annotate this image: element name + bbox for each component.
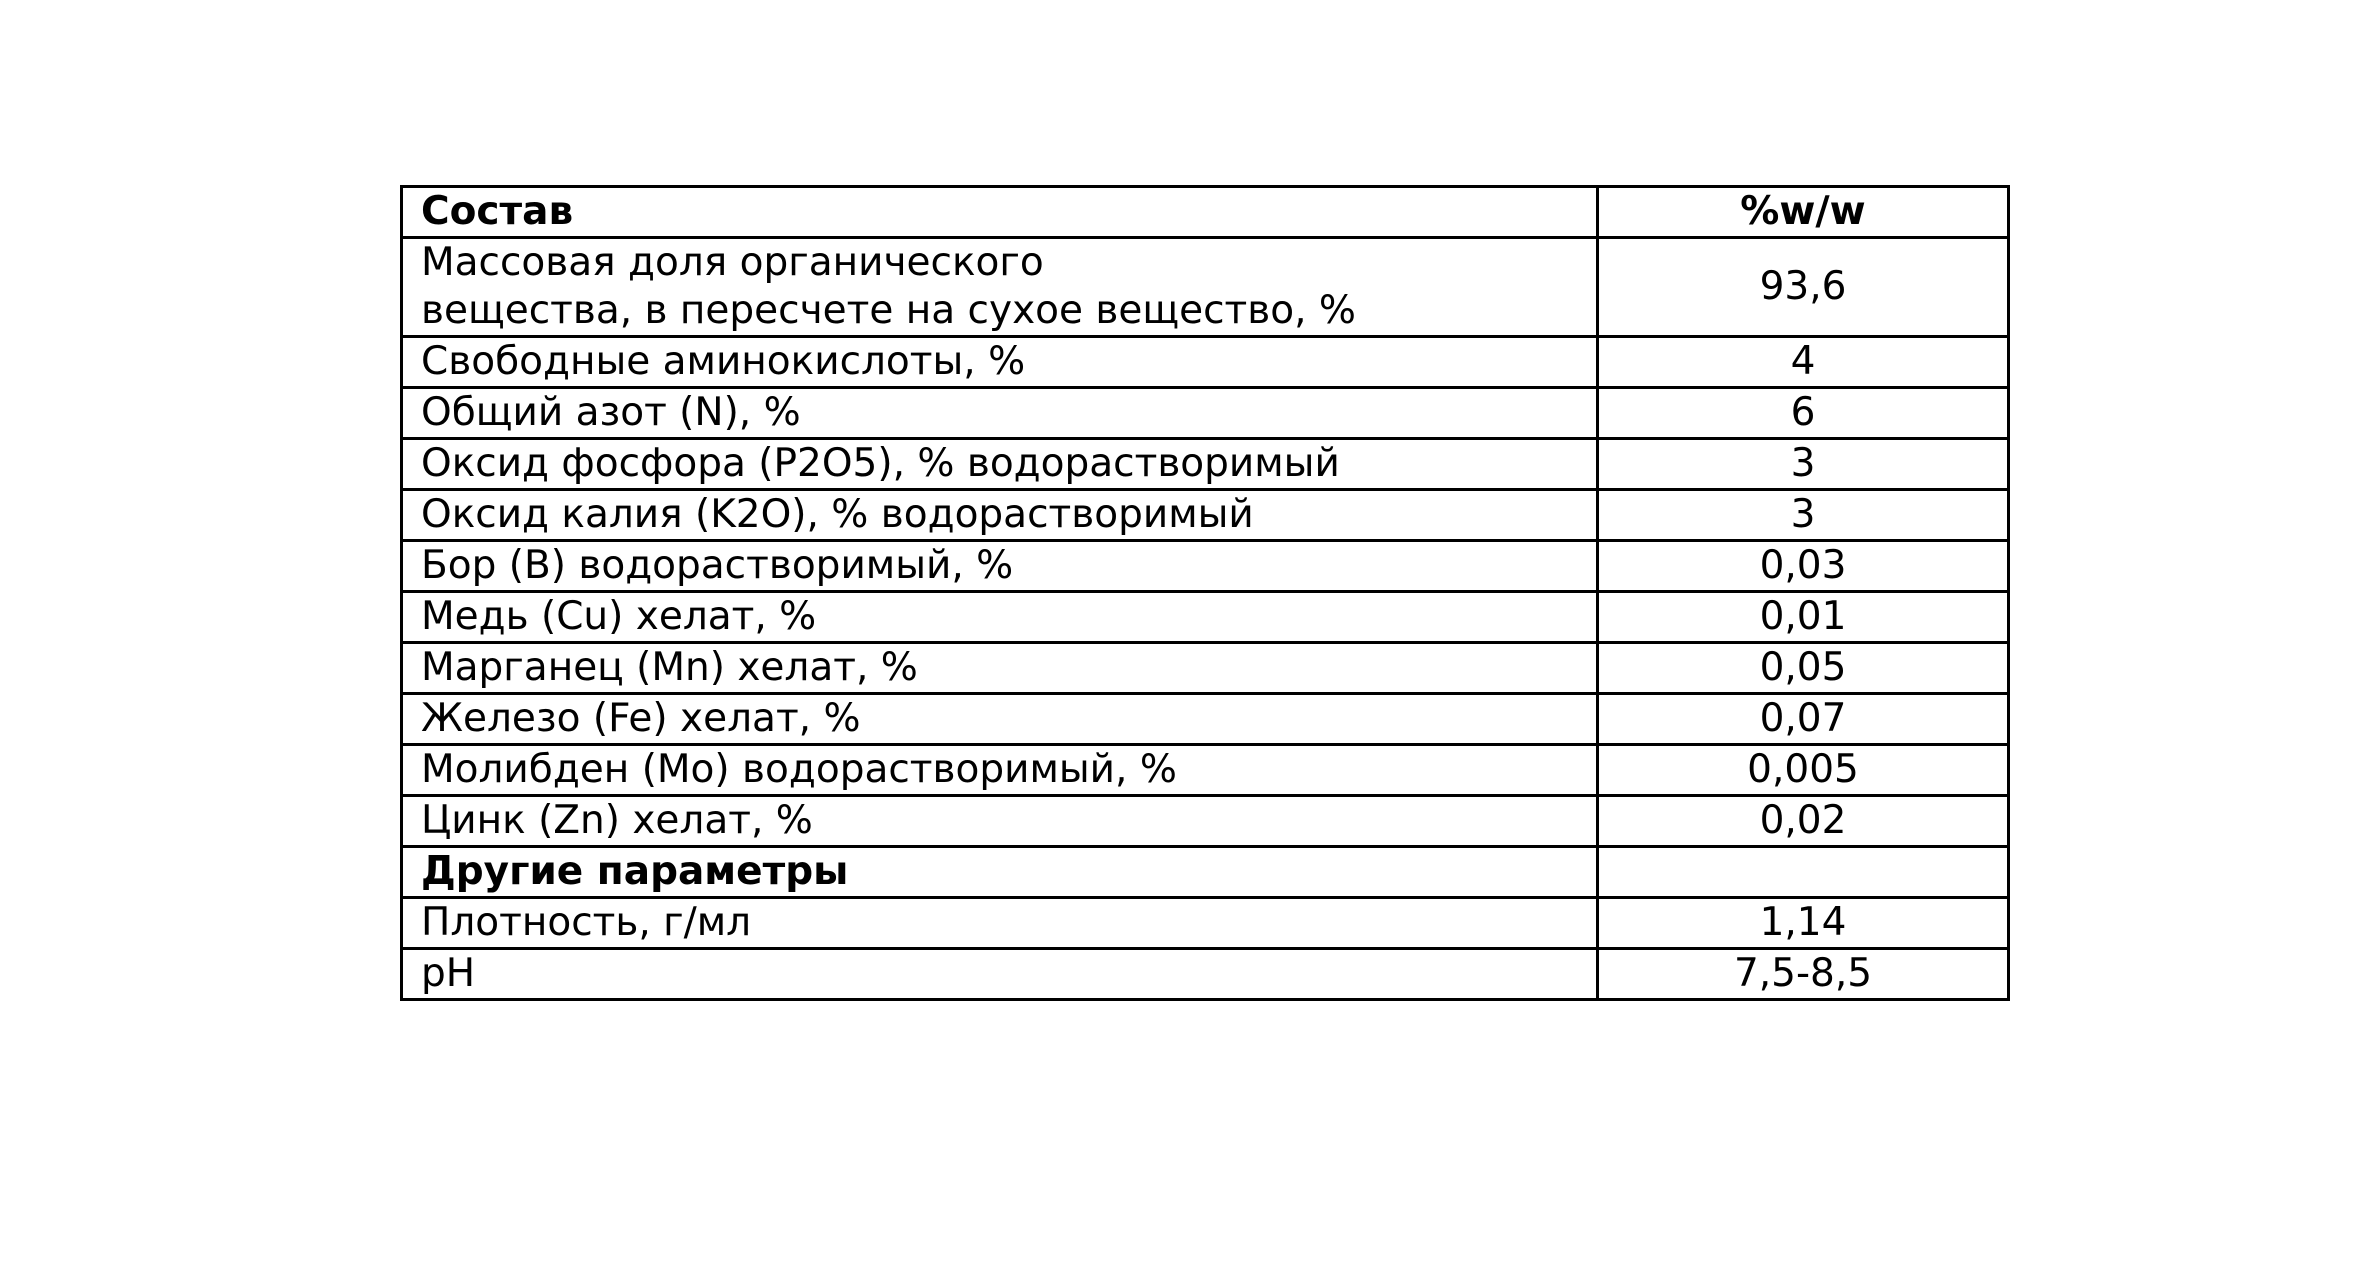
- row-name: Марганец (Mn) хелат, %: [402, 643, 1598, 694]
- row-value: 3: [1598, 490, 2009, 541]
- row-name-line: Массовая доля органического: [421, 240, 1044, 285]
- row-name: Оксид калия (K2O), % водорастворимый: [402, 490, 1598, 541]
- row-name: Бор (B) водорастворимый, %: [402, 541, 1598, 592]
- header-percent-ww: %w/w: [1598, 187, 2009, 238]
- row-value: 0,02: [1598, 796, 2009, 847]
- row-name: Медь (Cu) хелат, %: [402, 592, 1598, 643]
- table-row: [402, 592, 2009, 643]
- header-composition: Состав: [402, 187, 1598, 238]
- row-value: 0,005: [1598, 745, 2009, 796]
- table-row: [402, 388, 2009, 439]
- row-value: 3: [1598, 439, 2009, 490]
- table-row: [402, 694, 2009, 745]
- row-value: 0,05: [1598, 643, 2009, 694]
- row-name-line: вещества, в пересчете на сухое вещество, %: [421, 288, 1356, 333]
- row-name: Свободные аминокислоты, %: [402, 337, 1598, 388]
- table-row: [402, 337, 2009, 388]
- table-row: [402, 949, 2009, 1000]
- row-value: 6: [1598, 388, 2009, 439]
- section-header-value: [1598, 847, 2009, 898]
- row-name: Оксид фосфора (P2O5), % водорастворимый: [402, 439, 1598, 490]
- row-name-organic-matter: [402, 238, 1598, 337]
- row-name: Плотность, г/мл: [402, 898, 1598, 949]
- table-row: [402, 898, 2009, 949]
- table-row: [402, 238, 2009, 337]
- row-value: 0,01: [1598, 592, 2009, 643]
- table-row: [402, 745, 2009, 796]
- row-value: 1,14: [1598, 898, 2009, 949]
- row-name: Молибден (Mo) водорастворимый, %: [402, 745, 1598, 796]
- table-row: [402, 439, 2009, 490]
- section-header-other-parameters: Другие параметры: [402, 847, 1598, 898]
- row-value: 0,03: [1598, 541, 2009, 592]
- table-row: [402, 796, 2009, 847]
- composition-table: [400, 185, 2010, 1001]
- row-name: Железо (Fe) хелат, %: [402, 694, 1598, 745]
- row-value: 93,6: [1598, 238, 2009, 337]
- row-name: Цинк (Zn) хелат, %: [402, 796, 1598, 847]
- row-name: pH: [402, 949, 1598, 1000]
- row-name: Общий азот (N), %: [402, 388, 1598, 439]
- table-row: [402, 643, 2009, 694]
- composition-table-container: [400, 185, 2007, 1001]
- row-value: 7,5-8,5: [1598, 949, 2009, 1000]
- row-value: 4: [1598, 337, 2009, 388]
- table-row: [402, 490, 2009, 541]
- row-value: 0,07: [1598, 694, 2009, 745]
- section-header-row: [402, 847, 2009, 898]
- table-header-row: [402, 187, 2009, 238]
- table-row: [402, 541, 2009, 592]
